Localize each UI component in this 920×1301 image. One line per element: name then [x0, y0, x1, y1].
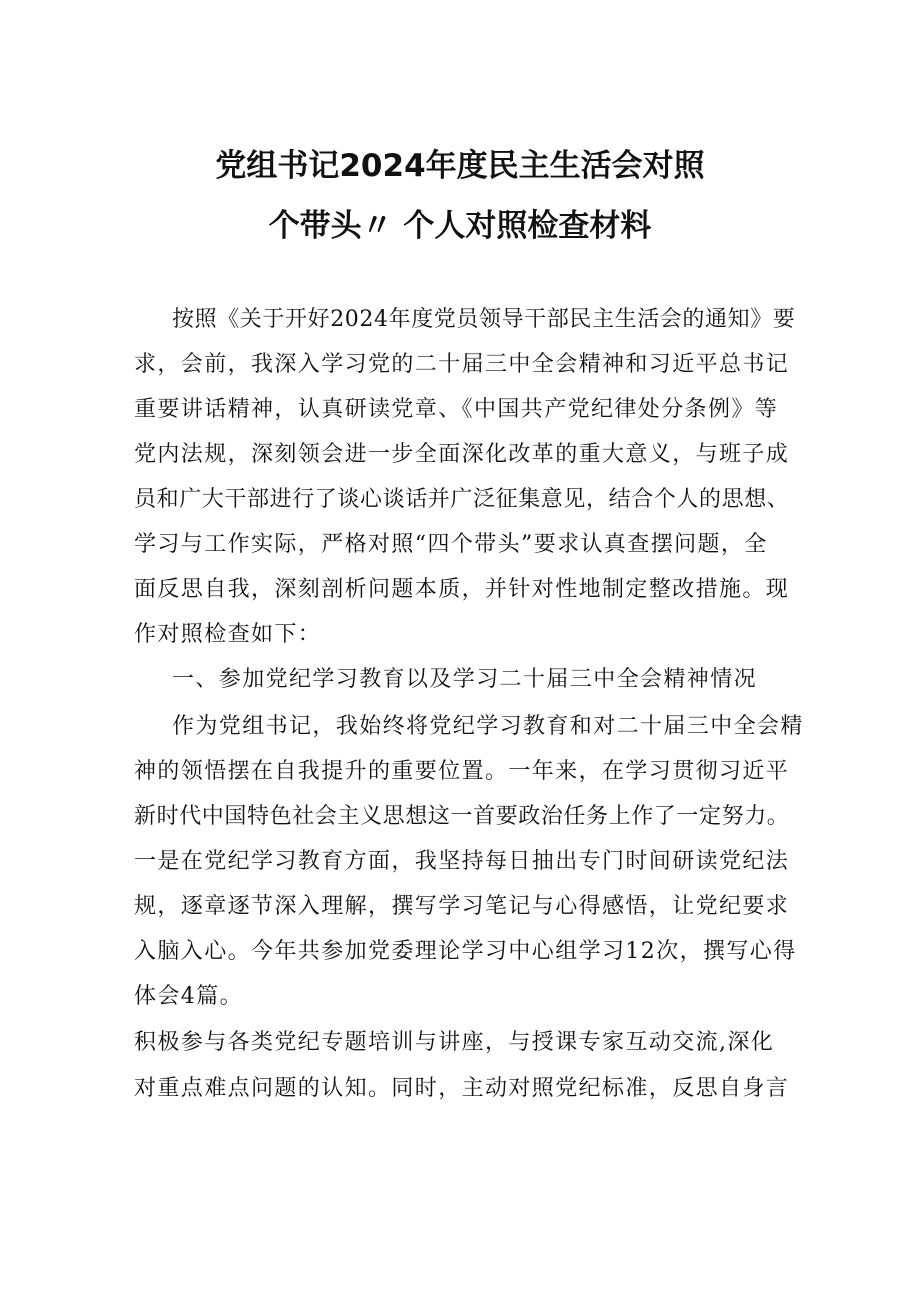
body-line-1: 按照《关于开好2024年度党员领导干部民主生活会的通知》要	[172, 307, 796, 332]
body-line-2: 求，会前，我深入学习党的二十届三中全会精神和习近平总书记	[134, 352, 790, 377]
body-line-4: 党内法规，深刻领会进一步全面深化改革的重大意义，与班子成	[134, 442, 790, 467]
body-line-11: 新时代中国特色社会主义思想这一首要政治任务上作了一定努力。	[134, 804, 790, 829]
body-line-14: 入脑入心。今年共参加党委理论学习中心组学习12次，撰写心得	[134, 939, 797, 964]
body-line-13: 规，逐章逐节深入理解，撰写学习笔记与心得感悟，让党纪要求	[134, 894, 790, 919]
body-line-6: 学习与工作实际，严格对照“四个带头”要求认真查摆问题，全	[134, 532, 768, 557]
body-line-8: 作对照检查如下：	[134, 622, 322, 647]
document-title-line-2: 个带头〃 个人对照检查材料	[268, 208, 652, 244]
body-line-3: 重要讲话精神，认真研读党章、《中国共产党纪律处分条例》等	[134, 397, 779, 422]
document-title-line-1: 党组书记2024年度民主生活会对照	[215, 148, 705, 184]
body-line-17: 对重点难点问题的认知。同时，主动对照党纪标准，反思自身言	[134, 1076, 790, 1101]
section-heading-1: 一、参加党纪学习教育以及学习二十届三中全会精神情况	[172, 667, 758, 692]
body-line-7: 面反思自我，深刻剖析问题本质，并针对性地制定整改措施。现	[134, 577, 790, 602]
body-line-5: 员和广大干部进行了谈心谈话并广泛征集意见，结合个人的思想、	[134, 487, 790, 512]
body-line-10: 神的领悟摆在自我提升的重要位置。一年来，在学习贯彻习近平	[134, 759, 790, 784]
body-line-15: 体会4篇。	[134, 984, 243, 1009]
body-line-16: 积极参与各类党纪专题培训与讲座，与授课专家互动交流,深化	[134, 1030, 775, 1055]
body-line-12: 一是在党纪学习教育方面，我坚持每日抽出专门时间研读党纪法	[134, 849, 790, 874]
body-line-9: 作为党组书记，我始终将党纪学习教育和对二十届三中全会精	[172, 714, 804, 739]
